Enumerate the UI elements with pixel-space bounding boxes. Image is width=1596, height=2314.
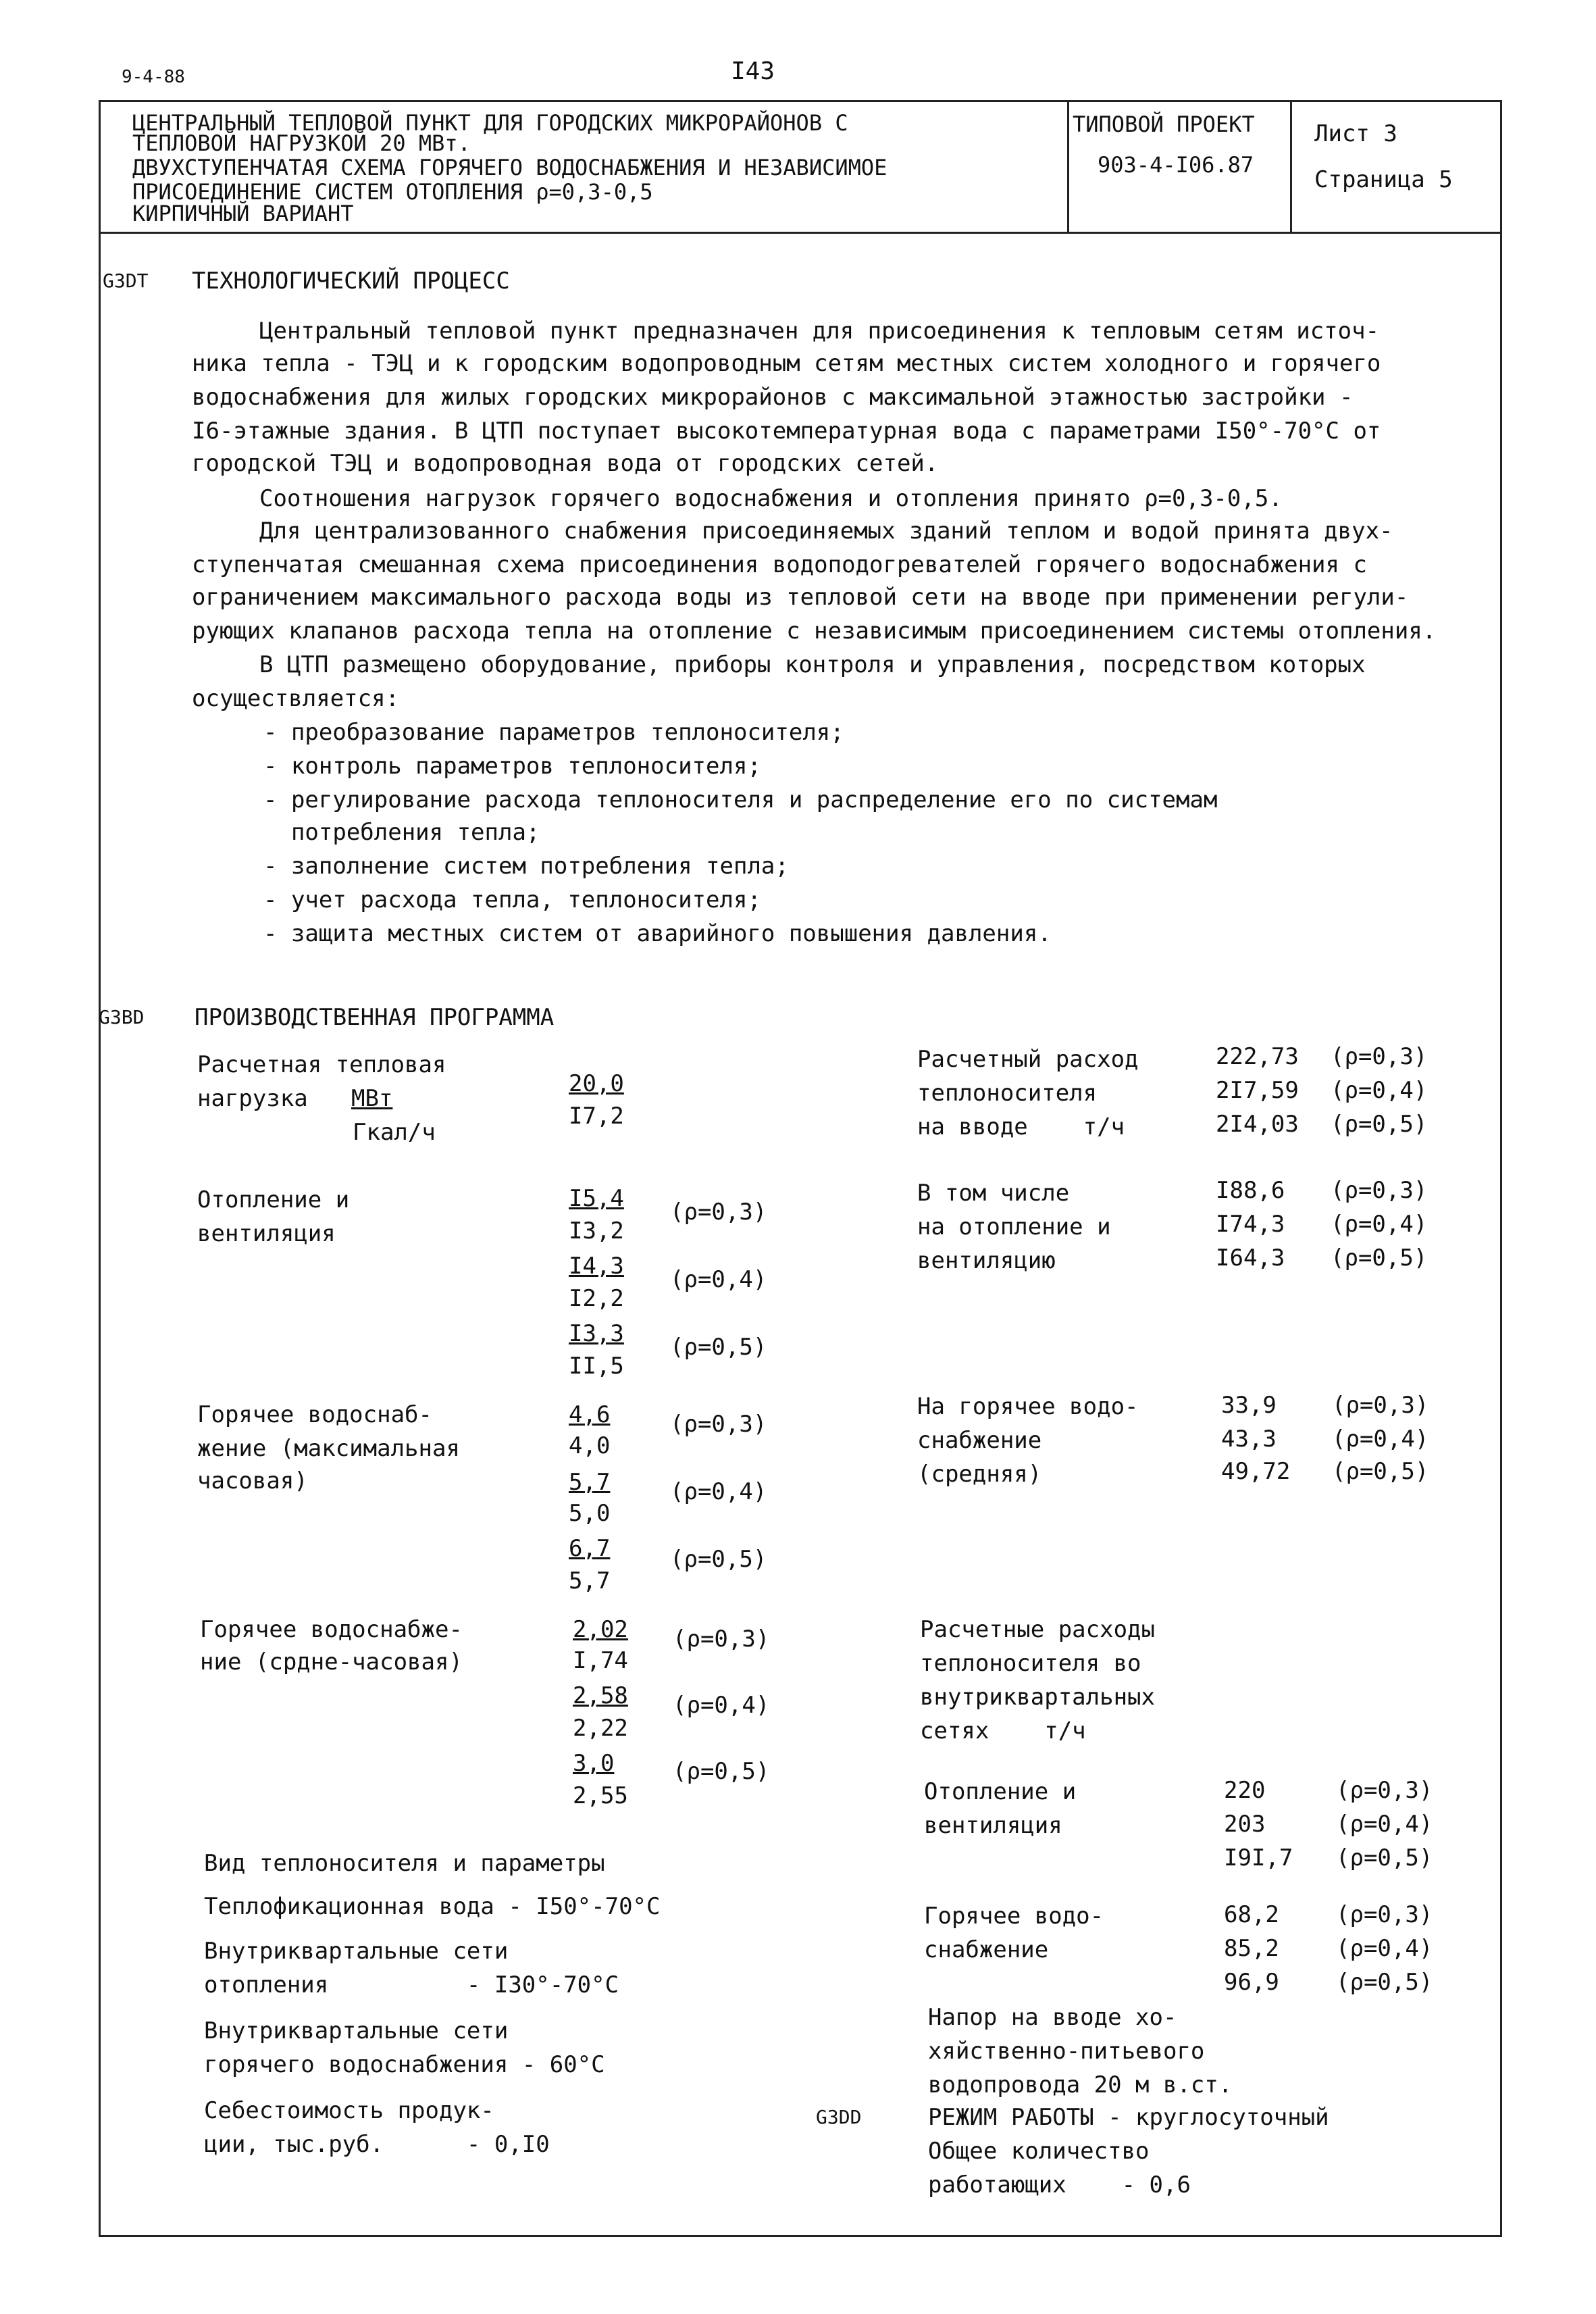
title-line: ЦЕНТРАЛЬНЫЙ ТЕПЛОВОЙ ПУНКТ ДЛЯ ГОРОДСКИХ МИКРОРАЙОНОВ С	[132, 110, 848, 136]
title-line: ДВУХСТУПЕНЧАТАЯ СХЕМА ГОРЯЧЕГО ВОДОСНАБЖЕНИЯ И НЕЗАВИСИМОЕ	[132, 155, 887, 180]
paragraph-line: Соотношения нагрузок горячего водоснабжения и отопления принято ρ=0,3-0,5.	[259, 485, 1283, 512]
rho-value: (ρ=0,5)	[673, 1758, 770, 1785]
rho-value: (ρ=0,3)	[1331, 1043, 1428, 1070]
rho-value: (ρ=0,5)	[1336, 1844, 1433, 1871]
hw-max-label: часовая)	[197, 1467, 308, 1494]
carrier-line: отопления - I30°-70°С	[204, 1971, 619, 1998]
rho-value: (ρ=0,3)	[1336, 1777, 1433, 1804]
bullet-item: - заполнение систем потребления тепла;	[263, 853, 789, 880]
title-line: ПРИСОЕДИНЕНИЕ СИСТЕМ ОТОПЛЕНИЯ ρ=0,3-0,5	[132, 179, 653, 205]
paragraph-line: В ЦТП размещено оборудование, приборы контроля и управления, посредством которых	[259, 651, 1366, 678]
carrier-line: Внутриквартальные сети	[204, 1938, 509, 1965]
paragraph-line: ступенчатая смешанная схема присоединения водоподогревателей горячего водоснабжения с	[192, 551, 1367, 578]
carrier-line: Вид теплоносителя и параметры	[204, 1850, 605, 1877]
hw-max-mw: 5,7	[569, 1469, 611, 1496]
section-title: ПРОИЗВОДСТВЕННАЯ ПРОГРАММА	[195, 1004, 555, 1031]
bullet-item: потребления тепла;	[263, 819, 540, 846]
unit-gcal: Гкал/ч	[353, 1119, 436, 1146]
rho-value: (ρ=0,3)	[673, 1626, 770, 1653]
unit-mw: МВт	[351, 1085, 393, 1112]
load-label: нагрузка	[197, 1085, 308, 1112]
rho-value: (ρ=0,3)	[670, 1199, 767, 1226]
bullet-item: - защита местных систем от аварийного повышения давления.	[263, 920, 1052, 947]
hw-avg-gcal: I,74	[573, 1647, 628, 1674]
sheet-label: Лист 3	[1314, 120, 1397, 147]
paragraph-line: I6-этажные здания. В ЦТП поступает высокотемпературная вода с параметрами I50°-70°С от	[192, 418, 1381, 445]
hw-max-gcal: 4,0	[569, 1432, 611, 1459]
inner-heating-value: 203	[1224, 1811, 1266, 1838]
including-value: I74,3	[1216, 1211, 1285, 1238]
hot-water-value: 49,72	[1221, 1458, 1291, 1485]
load-mw-value: 20,0	[569, 1070, 624, 1097]
flow-value: 2I7,59	[1216, 1077, 1299, 1104]
bullet-item: - учет расхода тепла, теплоносителя;	[263, 886, 761, 913]
paragraph-line: Центральный тепловой пункт предназначен для присоединения к тепловым сетям источ-	[259, 318, 1380, 345]
including-label: на отопление и	[917, 1213, 1111, 1240]
flow-value: 222,73	[1216, 1043, 1299, 1070]
hw-avg-label: ние (срдне-часовая)	[200, 1649, 463, 1676]
hot-water-value: 43,3	[1221, 1426, 1277, 1453]
rho-value: (ρ=0,5)	[670, 1546, 767, 1573]
inner-networks-label: сетях т/ч	[920, 1717, 1086, 1744]
bullet-item: - контроль параметров теплоносителя;	[263, 753, 761, 780]
heating-gcal: II,5	[569, 1353, 624, 1380]
bullet-item: - преобразование параметров теплоносителя;	[263, 719, 844, 746]
mode-code: G3DD	[816, 2106, 862, 2128]
rho-value: (ρ=0,4)	[670, 1266, 767, 1293]
paragraph-line: ника тепла - ТЭЦ и к городским водопроводным сетям местных систем холодного и горячего	[192, 350, 1381, 377]
rho-value: (ρ=0,4)	[673, 1692, 770, 1719]
heating-label: Отопление и	[197, 1186, 350, 1213]
paragraph-line: городской ТЭЦ и водопроводная вода от городских сетей.	[192, 450, 939, 477]
inner-hot-water-value: 68,2	[1224, 1901, 1279, 1928]
rho-value: (ρ=0,3)	[1332, 1392, 1429, 1419]
hw-avg-mw: 3,0	[573, 1750, 615, 1777]
paragraph-line: осуществляется:	[192, 685, 400, 712]
hw-max-mw: 6,7	[569, 1535, 611, 1562]
inner-hot-water-label: Горячее водо-	[924, 1903, 1104, 1930]
heating-gcal: I2,2	[569, 1285, 624, 1312]
rho-value: (ρ=0,5)	[1332, 1458, 1429, 1485]
inner-networks-label: внутриквартальных	[920, 1684, 1155, 1711]
inner-heating-label: Отопление и	[924, 1778, 1077, 1805]
paragraph-line: водоснабжения для жилых городских микрорайонов с максимальной этажностью застройки -	[192, 384, 1354, 411]
rho-value: (ρ=0,5)	[1331, 1111, 1428, 1138]
rho-value: (ρ=0,4)	[1336, 1811, 1433, 1838]
page-label: Страница 5	[1314, 166, 1453, 193]
rho-value: (ρ=0,4)	[1331, 1077, 1428, 1104]
hot-water-label: снабжение	[917, 1427, 1042, 1454]
hw-max-gcal: 5,7	[569, 1567, 611, 1594]
inner-hot-water-value: 96,9	[1224, 1969, 1279, 1996]
rho-value: (ρ=0,5)	[1331, 1244, 1428, 1272]
hw-avg-gcal: 2,55	[573, 1782, 628, 1809]
hot-water-value: 33,9	[1221, 1392, 1277, 1419]
section-code: G3DT	[103, 270, 149, 292]
pressure-line: хяйственно-питьевого	[928, 2038, 1205, 2065]
heating-mw: I3,3	[569, 1320, 624, 1347]
inner-heating-value: I9I,7	[1224, 1844, 1293, 1871]
inner-networks-label: теплоносителя во	[920, 1650, 1141, 1677]
title-block-divider	[1290, 100, 1292, 234]
heating-label: вентиляция	[197, 1220, 336, 1247]
heating-mw: I5,4	[569, 1185, 624, 1212]
hw-avg-mw: 2,02	[573, 1616, 628, 1643]
including-label: вентиляцию	[917, 1247, 1056, 1274]
paragraph-line: рующих клапанов расхода тепла на отопление с независимым присоединением системы отопления.	[192, 618, 1437, 645]
inner-hot-water-value: 85,2	[1224, 1935, 1279, 1962]
including-label: В том числе	[917, 1180, 1070, 1207]
including-value: I88,6	[1216, 1177, 1285, 1204]
section-title: ТЕХНОЛОГИЧЕСКИЙ ПРОЦЕСС	[192, 268, 510, 295]
load-gcal-value: I7,2	[569, 1103, 624, 1130]
inner-heating-value: 220	[1224, 1777, 1266, 1804]
carrier-line: Внутриквартальные сети	[204, 2017, 509, 2044]
hw-avg-label: Горячее водоснабже-	[200, 1616, 463, 1643]
paragraph-line: ограничением максимального расхода воды из тепловой сети на вводе при применении регули-	[192, 584, 1409, 611]
carrier-line: горячего водоснабжения - 60°С	[204, 2051, 605, 2078]
including-value: I64,3	[1216, 1244, 1285, 1272]
hot-water-label: (средняя)	[917, 1461, 1042, 1488]
flow-label: Расчетный расход	[917, 1046, 1139, 1073]
paragraph-line: Для централизованного снабжения присоединяемых зданий теплом и водой принята двух-	[259, 518, 1393, 545]
inner-networks-label: Расчетные расходы	[920, 1616, 1155, 1643]
pressure-line: Напор на вводе хо-	[928, 2004, 1177, 2031]
title-line: КИРПИЧНЫЙ ВАРИАНТ	[132, 201, 354, 226]
hw-max-label: Горячее водоснаб-	[197, 1401, 432, 1428]
heating-mw: I4,3	[569, 1253, 624, 1280]
title-block-divider	[1067, 100, 1069, 234]
workers-line: работающих - 0,6	[928, 2171, 1191, 2198]
rho-value: (ρ=0,5)	[1336, 1969, 1433, 1996]
hw-max-gcal: 5,0	[569, 1500, 611, 1527]
page-number: I43	[731, 57, 775, 85]
page-code: 9-4-88	[122, 67, 185, 87]
pressure-line: водопровода 20 м в.ст.	[928, 2071, 1233, 2098]
section-code: G3BD	[99, 1006, 145, 1028]
inner-heating-label: вентиляция	[924, 1812, 1062, 1839]
work-mode: РЕЖИМ РАБОТЫ - круглосуточный	[928, 2104, 1329, 2131]
heating-gcal: I3,2	[569, 1217, 624, 1244]
cost-line: ции, тыс.руб. - 0,I0	[204, 2131, 550, 2158]
rho-value: (ρ=0,4)	[670, 1478, 767, 1505]
rho-value: (ρ=0,4)	[1331, 1211, 1428, 1238]
title-line: ТЕПЛОВОЙ НАГРУЗКОЙ 20 МВт.	[132, 130, 471, 156]
inner-hot-water-label: снабжение	[924, 1936, 1049, 1963]
workers-line: Общее количество	[928, 2138, 1150, 2165]
flow-label: теплоносителя	[917, 1080, 1098, 1107]
load-label: Расчетная тепловая	[197, 1051, 446, 1078]
rho-value: (ρ=0,3)	[1331, 1177, 1428, 1204]
rho-value: (ρ=0,4)	[1332, 1426, 1429, 1453]
rho-value: (ρ=0,3)	[670, 1411, 767, 1438]
project-number: 903-4-I06.87	[1098, 152, 1254, 178]
flow-value: 2I4,03	[1216, 1111, 1299, 1138]
rho-value: (ρ=0,4)	[1336, 1935, 1433, 1962]
hw-avg-gcal: 2,22	[573, 1715, 628, 1742]
cost-line: Себестоимость продук-	[204, 2097, 494, 2124]
carrier-line: Теплофикационная вода - I50°-70°С	[204, 1893, 661, 1920]
hw-avg-mw: 2,58	[573, 1682, 628, 1709]
rho-value: (ρ=0,3)	[1336, 1901, 1433, 1928]
hw-max-mw: 4,6	[569, 1401, 611, 1428]
hot-water-label: На горячее водо-	[917, 1393, 1139, 1420]
bullet-item: - регулирование расхода теплоносителя и распределение его по системам	[263, 786, 1218, 813]
flow-label: на вводе т/ч	[917, 1113, 1125, 1140]
rho-value: (ρ=0,5)	[670, 1334, 767, 1361]
hw-max-label: жение (максимальная	[197, 1435, 460, 1462]
project-label: ТИПОВОЙ ПРОЕКТ	[1073, 111, 1255, 137]
